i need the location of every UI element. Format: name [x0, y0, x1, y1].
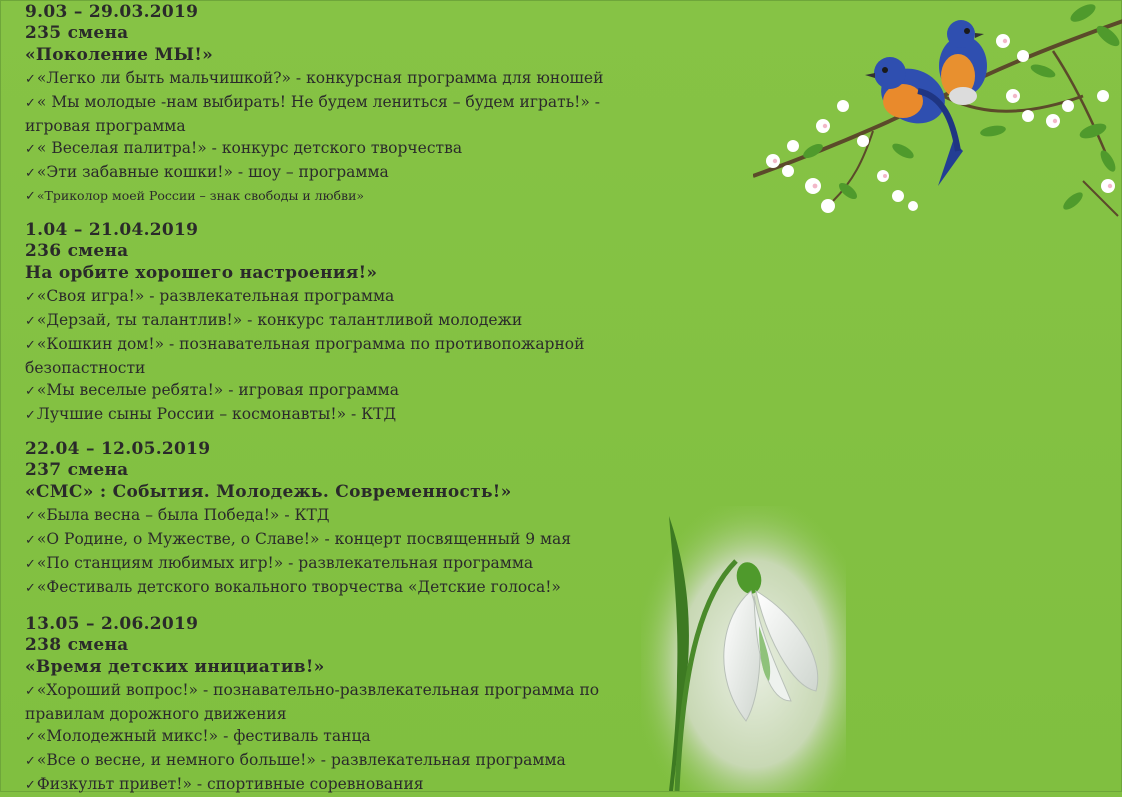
- check-icon: ✓: [25, 338, 36, 353]
- bird-branch-illustration: [753, 1, 1122, 226]
- list-item: ✓«Все о весне, и немного больше!» - развлекательная программа: [25, 751, 566, 769]
- list-item: ✓«Своя игра!» - развлекательная программа: [25, 287, 395, 305]
- list-item: ✓« Веселая палитра!» - конкурс детского творчества: [25, 139, 463, 157]
- section-title: «СМС» : События. Молодежь. Современность!»: [25, 482, 512, 502]
- list-item: ✓Лучшие сыны России – космонавты!» - КТД: [25, 405, 397, 423]
- schedule-section-237: [25, 439, 645, 600]
- section-dates: 9.03 – 29.03.2019: [25, 2, 199, 22]
- list-item: ✓«Молодежный микс!» - фестиваль танца: [25, 727, 371, 745]
- list-item: ✓«Триколор моей России – знак свободы и любви»: [25, 188, 365, 204]
- check-icon: ✓: [25, 778, 36, 793]
- section-shift: 235 смена: [25, 23, 129, 43]
- check-icon: ✓: [25, 684, 36, 699]
- check-icon: ✓: [25, 96, 36, 111]
- check-icon: ✓: [25, 72, 36, 87]
- check-icon: ✓: [25, 408, 36, 423]
- section-dates: 13.05 – 2.06.2019: [25, 614, 199, 634]
- section-shift: 238 смена: [25, 635, 129, 655]
- section-shift: 236 смена: [25, 241, 129, 261]
- list-item: ✓«Фестиваль детского вокального творчества «Детские голоса!»: [25, 578, 561, 596]
- event-list: [25, 504, 645, 600]
- check-icon: ✓: [25, 142, 36, 157]
- snowdrop-illustration: [641, 506, 846, 793]
- list-item: ✓«Была весна – была Победа!» - КТД: [25, 506, 330, 524]
- check-icon: ✓: [25, 166, 36, 181]
- schedule-section-236: [25, 220, 645, 427]
- check-icon: ✓: [25, 509, 36, 524]
- list-item: ✓«Дерзай, ты талантлив!» - конкурс талантливой молодежи: [25, 311, 523, 329]
- check-icon: ✓: [25, 557, 36, 572]
- section-dates: 1.04 – 21.04.2019: [25, 220, 199, 240]
- list-item: ✓«О Родине, о Мужестве, о Славе!» - концерт посвященный 9 мая: [25, 530, 572, 548]
- list-item: ✓«Легко ли быть мальчишкой?» - конкурсная программа для юношей: [25, 69, 604, 87]
- check-icon: ✓: [25, 730, 36, 745]
- schedule-section-235: [25, 2, 645, 208]
- list-item: ✓« Мы молодые -нам выбирать! Не будем лениться – будем играть!» - игровая программа: [25, 93, 601, 135]
- check-icon: ✓: [25, 533, 36, 548]
- schedule-section-238: [25, 614, 645, 797]
- section-title: «Поколение МЫ!»: [25, 45, 214, 65]
- section-dates: 22.04 – 12.05.2019: [25, 439, 211, 459]
- check-icon: ✓: [25, 384, 36, 399]
- check-icon: ✓: [25, 581, 36, 596]
- event-list: [25, 285, 645, 427]
- list-item: ✓«Кошкин дом!» - познавательная программа по противопожарной безопастности: [25, 335, 585, 377]
- check-icon: ✓: [25, 189, 36, 204]
- check-icon: ✓: [25, 290, 36, 305]
- list-item: ✓«Мы веселые ребята!» - игровая программа: [25, 381, 399, 399]
- list-item: ✓«Хороший вопрос!» - познавательно-развлекательная программа по правилам дорожного движения: [25, 681, 600, 723]
- list-item: ✓«Эти забавные кошки!» - шоу – программа: [25, 163, 389, 181]
- check-icon: ✓: [25, 754, 36, 769]
- section-shift: 237 смена: [25, 460, 129, 480]
- list-item: ✓Физкульт привет!» - спортивные соревнования: [25, 775, 424, 793]
- list-item: ✓«По станциям любимых игр!» - развлекательная программа: [25, 554, 534, 572]
- event-list: [25, 679, 645, 797]
- section-title: На орбите хорошего настроения!»: [25, 263, 378, 283]
- event-list: [25, 67, 645, 208]
- check-icon: ✓: [25, 314, 36, 329]
- section-title: «Время детских инициатив!»: [25, 657, 325, 677]
